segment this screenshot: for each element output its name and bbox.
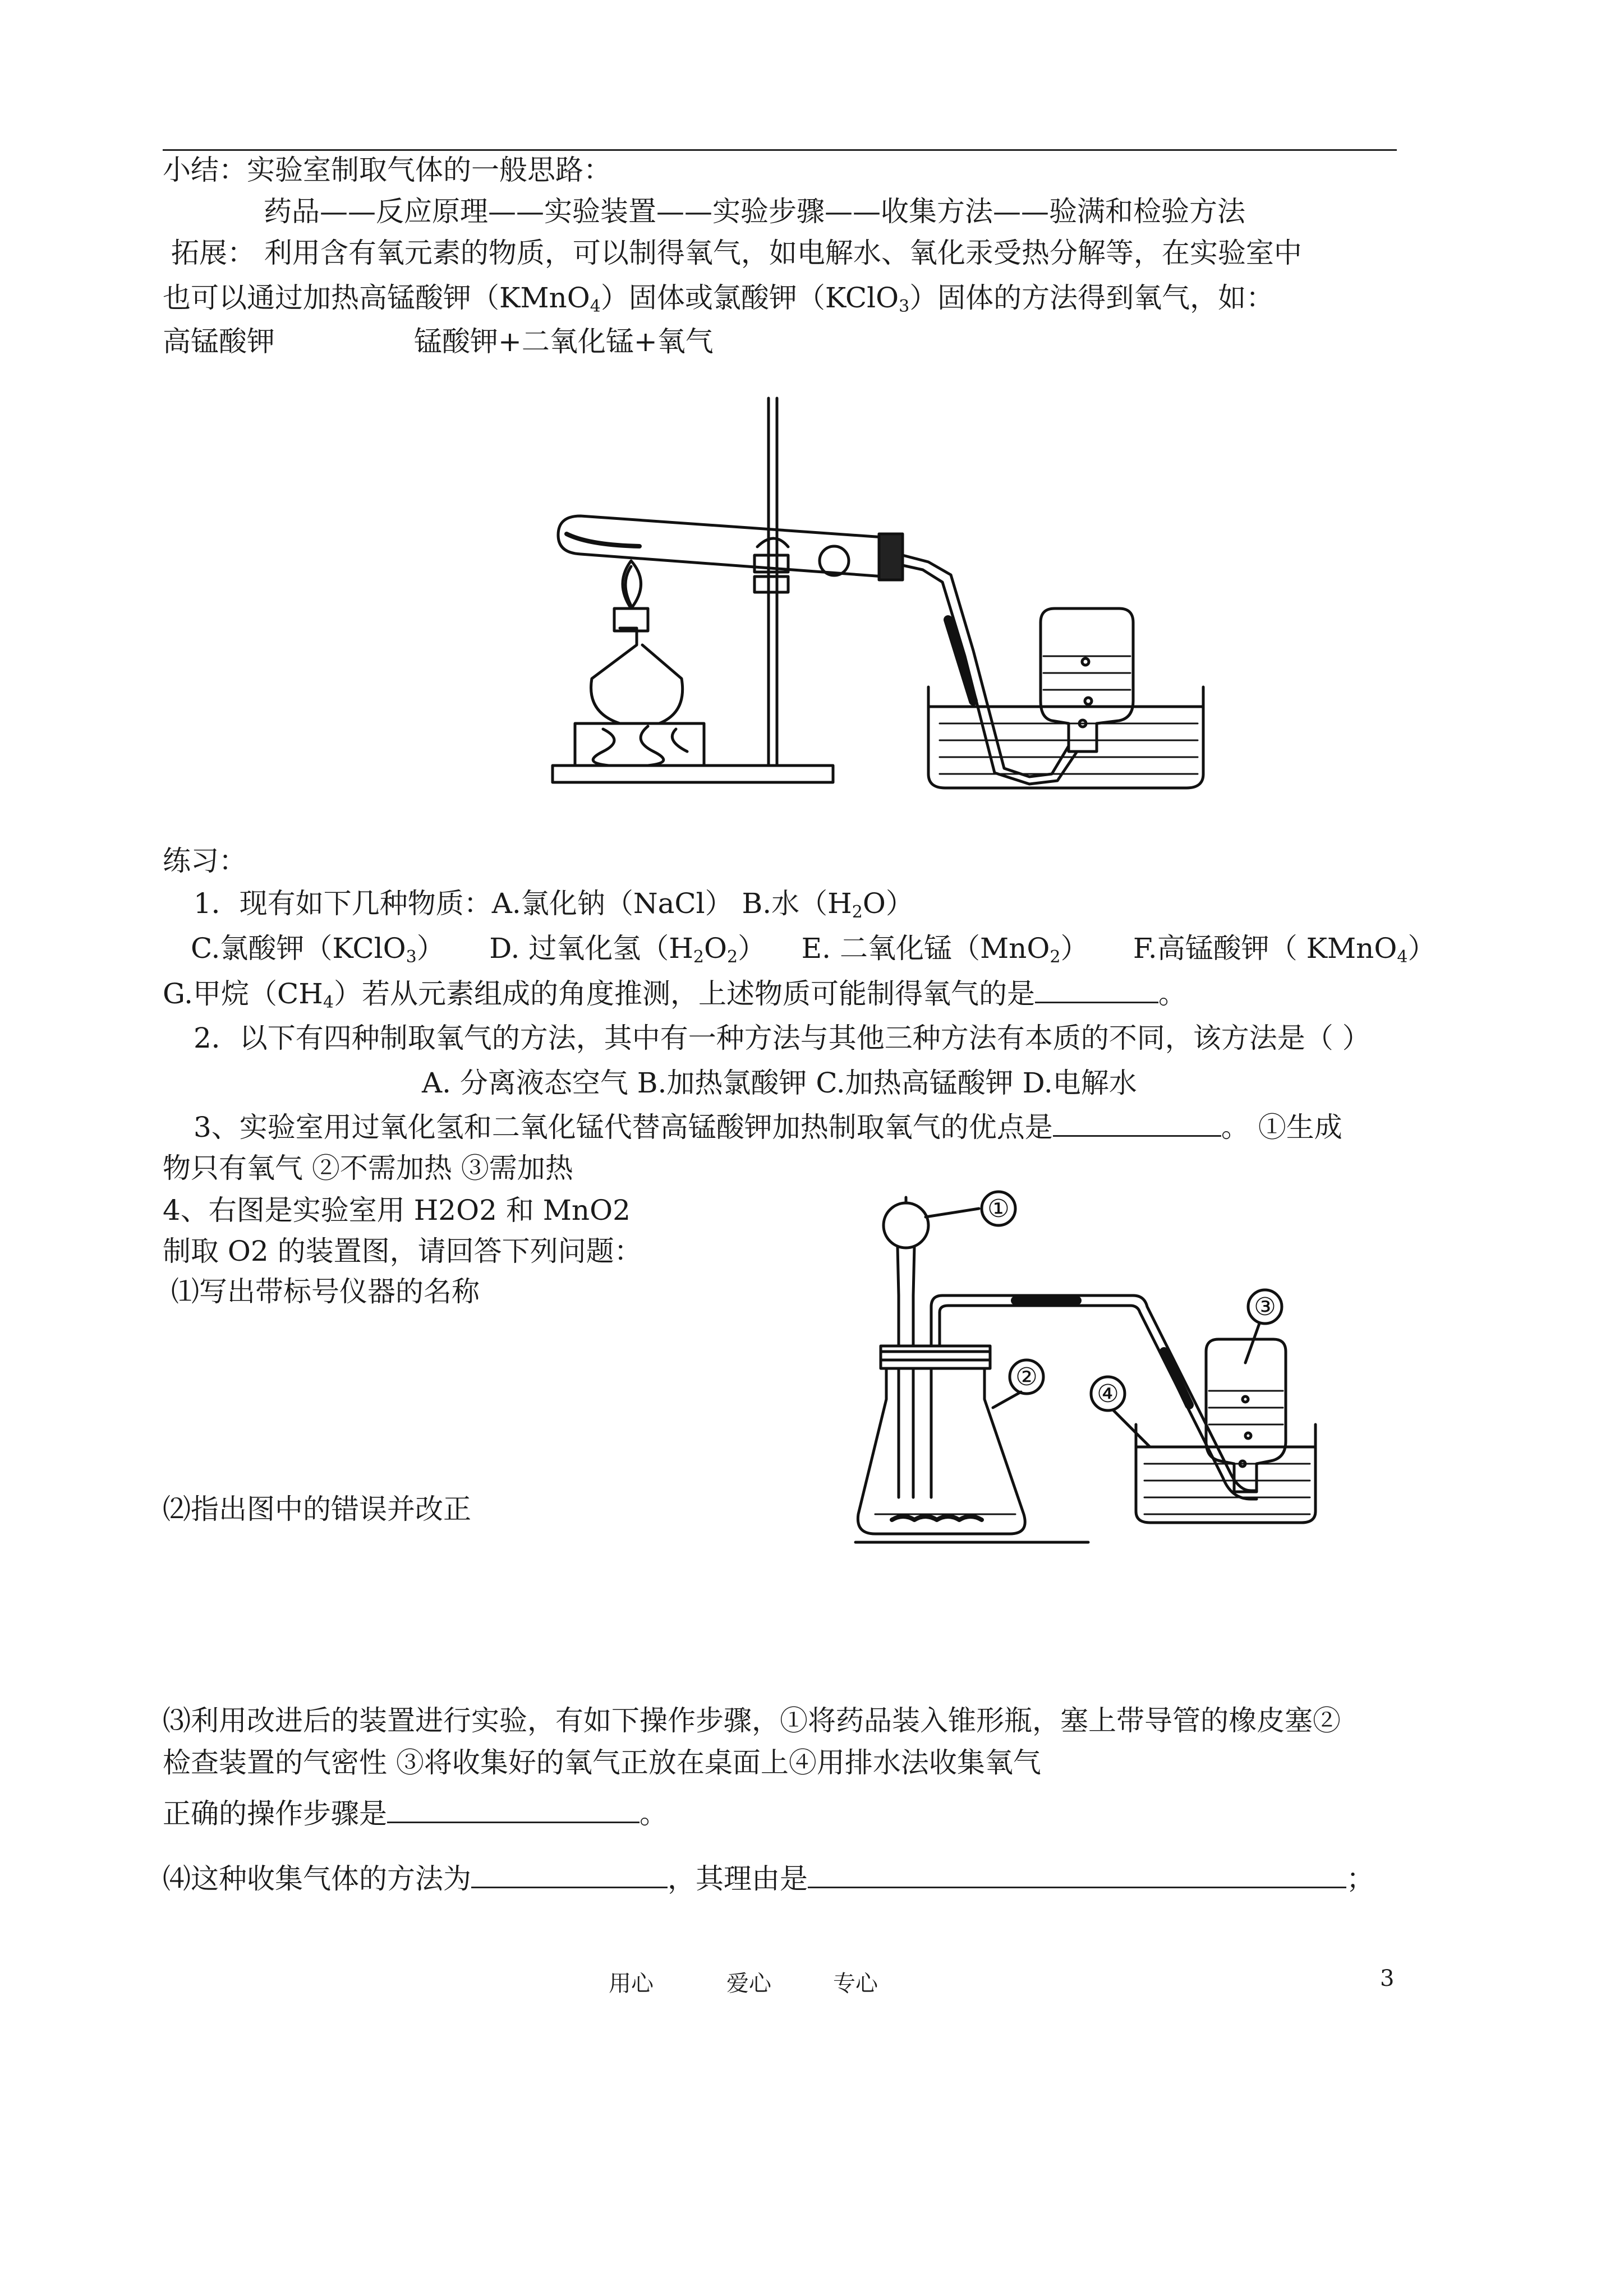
q4-part3-line3: 正确的操作步骤是 。 (163, 1795, 668, 1832)
q2-options: A. 分离液态空气 B.加热氯酸钾 C.加热高锰酸钾 D.电解水 (422, 1067, 1137, 1099)
q2-line1: 2．以下有四种制取氧气的方法，其中有一种方法与其他三种方法有本质的不同，该方法是（ ） (194, 1022, 1370, 1054)
q3-line1: 3、实验室用过氧化氢和二氧化锰代替高锰酸钾加热制取氧气的优点是 。 ①生成 (194, 1108, 1342, 1146)
delivery-tube (931, 1295, 1257, 1491)
extension-line1: 拓展： 利用含有氧元素的物质，可以制得氧气，如电解水、氧化汞受热分解等，在实验室中 (171, 237, 1302, 269)
alcohol-lamp (591, 628, 683, 723)
label-2: ② (1015, 1363, 1038, 1391)
label-1: ① (987, 1195, 1010, 1223)
rubber-stopper (879, 534, 903, 580)
water-trough (1136, 1424, 1315, 1523)
reaction-reactant: 高锰酸钾 (163, 325, 275, 358)
practice-heading: 练习： (163, 845, 247, 877)
reaction-products: 锰酸钾+二氧化锰+氧气 (414, 325, 714, 358)
footer-motto-3: 专心 (833, 1971, 878, 1997)
q1-options: C.氯酸钾（KClO$_3$） D. 过氧化氢$(H_2O_2)$ E. 二氧化锰（MnO$_2$） F.高锰酸钾（ KMnO$_4$） (191, 932, 1436, 967)
q4-part3-line2: 检查装置的气密性 ③将收集好的氧气正放在桌面上④用排水法收集氧气 (163, 1746, 1041, 1779)
extension-line2: 也可以通过加热高锰酸钾（KMnO$_4$）固体或氯酸钾（KClO$_3$）固体的方法得到氧气，如： (163, 282, 1275, 316)
q4-steps-answer-blank[interactable] (387, 1795, 640, 1823)
q4-part1: ⑴写出带标号仪器的名称 (171, 1275, 480, 1308)
q4-part4: ⑷这种收集气体的方法为 ，其理由是 ； (163, 1860, 1374, 1897)
q3-line2: 物只有氧气 ②不需加热 ③需加热 (163, 1152, 573, 1184)
q4-line2: 制取 O2 的装置图，请回答下列问题： (163, 1235, 642, 1267)
q4-part3-line1: ⑶利用改进后的装置进行实验，有如下操作步骤，①将药品装入锥形瓶，塞上带导管的橡皮塞② (163, 1704, 1341, 1737)
clamp-screw (820, 546, 849, 575)
q1-line3: G.甲烷$(CH_4)$若从元素组成的角度推测，上述物质可能制得氧气的是 。 (163, 975, 1186, 1012)
iron-stand-base (553, 766, 833, 782)
label-4: ④ (1097, 1380, 1119, 1408)
label-3: ③ (1254, 1293, 1276, 1321)
q3-answer-blank[interactable] (1053, 1108, 1221, 1137)
q4-part2: ⑵指出图中的错误并改正 (163, 1493, 471, 1525)
flask-stopper (881, 1346, 990, 1368)
funnel-stem (899, 1295, 913, 1497)
page-number: 3 (1380, 1966, 1395, 1991)
footer-motto-1: 用心 (609, 1971, 654, 1997)
footer-motto-2: 爱心 (726, 1971, 771, 1997)
conical-flask (858, 1357, 1025, 1534)
q4-line1: 4、右图是实验室用 H2O2 和 MnO2 (163, 1194, 631, 1227)
summary-title: 小结：实验室制取气体的一般思路： (163, 154, 611, 186)
separatory-funnel-bulb (884, 1203, 928, 1248)
h2o2-apparatus-figure (853, 1183, 1341, 1553)
q4-method-answer-blank[interactable] (471, 1860, 668, 1888)
q4-reason-answer-blank[interactable] (808, 1860, 1346, 1888)
q1-line1: 1．现有如下几种物质：A.氯化钠（NaCl） B.水$(H_2O)$ (194, 887, 914, 922)
top-rule (163, 149, 1397, 151)
q1-answer-blank[interactable] (1035, 975, 1158, 1003)
kmno4-heating-apparatus-figure (536, 387, 1220, 802)
gas-collecting-bottle (1041, 608, 1133, 751)
summary-flow: 药品——反应原理——实验装置——实验步骤——收集方法——验满和检验方法 (264, 195, 1245, 228)
